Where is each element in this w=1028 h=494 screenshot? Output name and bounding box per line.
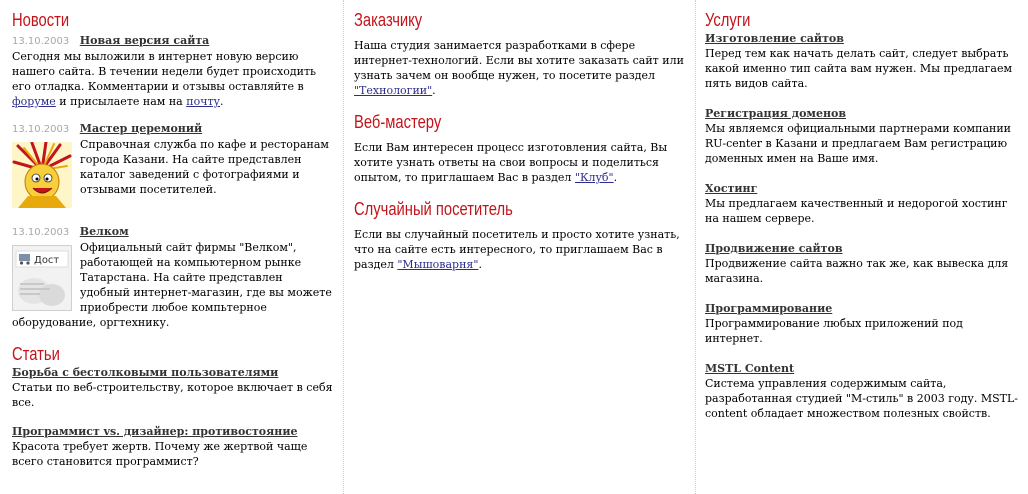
news-text [12, 49, 333, 109]
service-item [705, 32, 1022, 91]
service-title-link[interactable]: Хостинг [705, 182, 758, 195]
customers-text-part: Наша студия занимается разработками в сфере интернет-технологий. Если вы хотите заказать сайт или узнать зачем он вообще нужен, то посетите раздел [354, 39, 684, 82]
service-item [705, 242, 1022, 286]
service-text: Система управления содержимым сайта, разработанная студией "М-стиль" в 2003 году. MSTL-content обладает множеством полезных свойств. [705, 377, 1019, 420]
article-text: Красота требует жертв. Почему же жертвой чаще всего становится программист? [12, 440, 308, 468]
news-date: 13.10.2003 [12, 227, 70, 238]
visitor-text-part: Если вы случайный посетитель и просто хотите узнать, что на сайте есть интересного, то приглашаем Вас в раздел [354, 228, 680, 271]
customers-text [354, 38, 685, 98]
news-text-part: и присылаете нам на [55, 95, 187, 108]
webmaster-text-part: Если Вам интересен процесс изготовления сайта, Вы хотите узнать ответы на свои вопросы и поделиться опытом, то приглашаем Вас в раздел [354, 141, 668, 184]
service-text: Мы являемся официальными партнерами компании RU-center в Казани и предлагаем Вам регистрацию доменных имен на Ваше имя. [705, 122, 1011, 165]
forum-link[interactable]: форуме [12, 95, 56, 108]
services-column [695, 0, 1028, 494]
club-link[interactable]: "Клуб" [574, 171, 614, 184]
visitor-heading: Случайный посетитель [354, 199, 513, 219]
service-text: Программирование любых приложений под интернет. [705, 317, 963, 345]
news-text: Справочная служба по кафе и ресторанам города Казани. На сайте представлен каталог заведений с фотографиями и отзывами посетителей. [80, 138, 329, 196]
services-heading: Услуги [705, 10, 751, 30]
service-item [705, 107, 1022, 166]
service-title-link[interactable]: Продвижение сайтов [705, 242, 843, 255]
news-text-part: Сегодня мы выложили в интернет новую версию нашего сайта. В течении недели будет происходить его отладка. Комментарии и отзывы оставляйте в [12, 50, 317, 93]
webmaster-text-part: . [613, 171, 618, 184]
news-text: Официальный сайт фирмы "Велком", работающей на компьютерном рынке Татарстана. На сайте представлен удобный интернет-магазин, где вы можете приобрести любое компьтерное оборудование, оргтехнику. [12, 241, 332, 329]
service-title-link[interactable]: Регистрация доменов [705, 107, 846, 120]
news-date: 13.10.2003 [12, 36, 70, 47]
news-date: 13.10.2003 [12, 124, 70, 135]
myshovarnya-link[interactable]: "Мышоварня" [397, 258, 479, 271]
welcome-site-thumbnail[interactable] [12, 245, 72, 311]
news-item [12, 122, 333, 212]
article-item [12, 366, 333, 410]
news-text-part: . [220, 95, 224, 108]
service-item [705, 182, 1022, 226]
service-title-link[interactable]: Программирование [705, 302, 833, 315]
customers-heading: Заказчику [354, 10, 423, 30]
visitor-text-part: . [478, 258, 482, 271]
service-text: Продвижение сайта важно так же, как вывеска для магазина. [705, 257, 1009, 285]
service-item [705, 302, 1022, 346]
news-title-link[interactable]: Новая версия сайта [79, 34, 210, 47]
news-item [12, 225, 333, 330]
news-item [12, 34, 333, 109]
news-title-link[interactable]: Мастер церемоний [79, 122, 203, 135]
audience-column [343, 0, 695, 494]
service-title-link[interactable]: Изготовление сайтов [705, 32, 844, 45]
customers-text-part: . [432, 84, 436, 97]
news-heading: Новости [12, 10, 70, 30]
thumbnail-caption: Дост [34, 255, 60, 266]
visitor-text [354, 227, 685, 272]
service-title-link[interactable]: MSTL Content [705, 362, 795, 375]
article-text: Статьи по веб-строительству, которое включает в себя все. [12, 381, 333, 409]
articles-heading: Статьи [12, 344, 60, 364]
news-title-link[interactable]: Велком [79, 225, 129, 238]
mail-link[interactable]: почту [186, 95, 221, 108]
service-text: Перед тем как начать делать сайт, следует выбрать какой именно тип сайта вам нужен. Мы предлагаем пять видов сайта. [705, 47, 1013, 90]
service-item [705, 362, 1022, 421]
jester-mascot-thumbnail[interactable] [12, 142, 72, 208]
webmaster-text [354, 140, 685, 185]
technologies-link[interactable]: "Технологии" [354, 84, 433, 97]
article-title-link[interactable]: Борьба с бестолковыми пользователями [12, 366, 279, 379]
article-title-link[interactable]: Программист vs. дизайнер: противостояние [12, 425, 298, 438]
service-text: Мы предлагаем качественный и недорогой хостинг на нашем сервере. [705, 197, 1008, 225]
webmaster-heading: Веб-мастеру [354, 112, 442, 132]
article-item [12, 425, 333, 469]
news-column [0, 0, 343, 494]
